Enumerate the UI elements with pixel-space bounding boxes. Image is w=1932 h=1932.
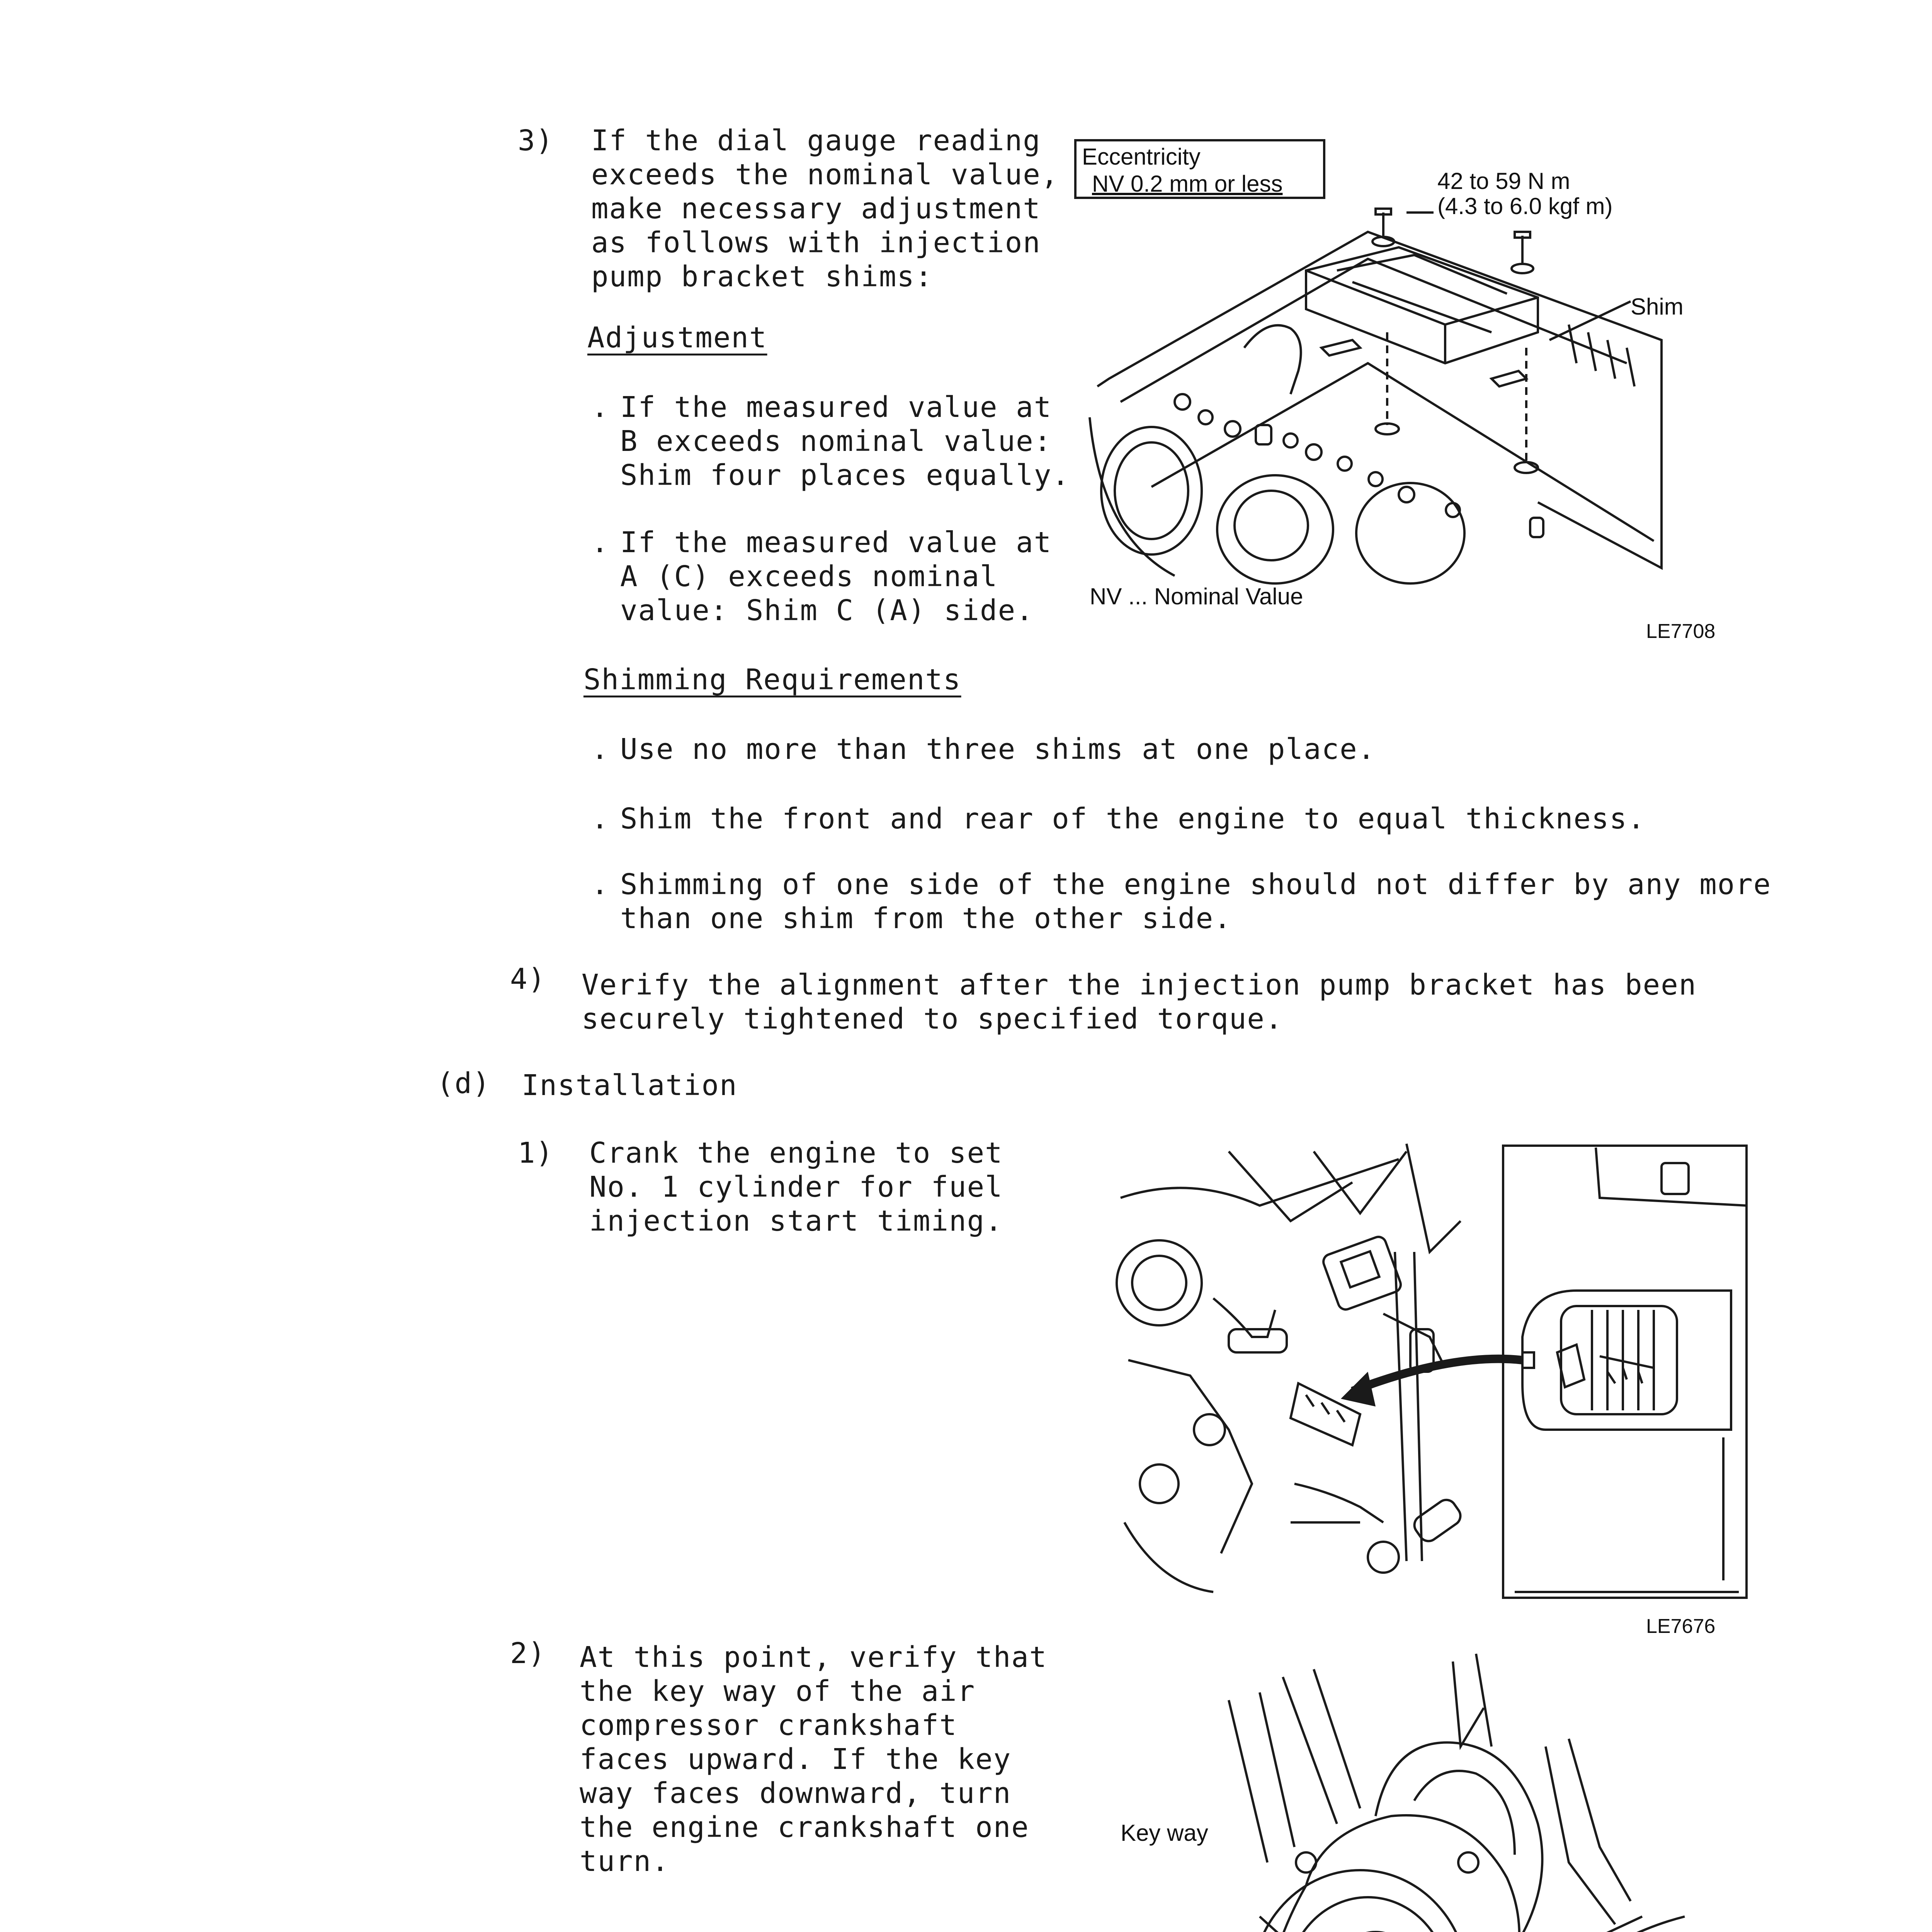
install-step2-line: turn.: [580, 1845, 670, 1878]
step4-text: [582, 968, 1697, 1036]
section-d-label: (d): [437, 1067, 491, 1100]
bullet-line: B exceeds nominal value:: [620, 425, 1052, 458]
step3-number: 3): [518, 124, 554, 157]
figure-le7708: [1074, 131, 1754, 618]
install-step1-line: No. 1 cylinder for fuel: [589, 1170, 1003, 1204]
bullet-mark: .: [591, 733, 609, 766]
install-step1-line: injection start timing.: [589, 1204, 1003, 1238]
bullet-mark: .: [591, 391, 609, 424]
shimming-heading: Shimming Requirements: [583, 663, 961, 696]
install-step1-number: 1): [518, 1136, 554, 1170]
step3-line: If the dial gauge reading: [591, 124, 1041, 157]
nominal-value-note: NV ... Nominal Value: [1090, 583, 1303, 609]
install-step2-line: compressor crankshaft: [580, 1709, 957, 1742]
keyway-label: Key way: [1121, 1820, 1208, 1846]
timing-mark-illustration: [1113, 1136, 1750, 1604]
bullet-line: If the measured value at: [620, 526, 1052, 559]
adjustment-heading: Adjustment: [587, 321, 767, 354]
figure-le7676: [1113, 1136, 1750, 1604]
install-step1-text: [589, 1136, 1003, 1238]
air-compressor-illustration: [1121, 1646, 1723, 1932]
step3-line: make necessary adjustment: [591, 192, 1041, 225]
eccentricity-nv-value: NV 0.2 mm or less: [1092, 171, 1283, 197]
step3-text: [591, 124, 1059, 294]
shimming-bullet-three-shims: Use no more than three shims at one place.: [620, 733, 1376, 766]
step4-number: 4): [510, 963, 546, 996]
step3-line: pump bracket shims:: [591, 260, 933, 293]
bullet-line: Shimming of one side of the engine should not differ by any more: [620, 868, 1772, 901]
step3-line: as follows with injection: [591, 226, 1041, 259]
figure-code-le7676: LE7676: [1646, 1615, 1716, 1638]
bullet-line: Shim four places equally.: [620, 459, 1070, 492]
figure-le7709: [1121, 1646, 1723, 1932]
install-step2-line: the engine crankshaft one: [580, 1811, 1029, 1844]
bullet-line: If the measured value at: [620, 391, 1052, 424]
bullet-line: A (C) exceeds nominal: [620, 560, 998, 593]
install-step2-number: 2): [510, 1637, 546, 1670]
bullet-line: than one shim from the other side.: [620, 902, 1232, 935]
bullet-line: value: Shim C (A) side.: [620, 594, 1034, 627]
step3-line: exceeds the nominal value,: [591, 158, 1059, 191]
install-step2-line: At this point, verify that: [580, 1641, 1048, 1674]
torque-value-kgfm: (4.3 to 6.0 kgf m): [1437, 193, 1613, 219]
eccentricity-box: [1074, 139, 1325, 199]
step4-line: Verify the alignment after the injection pump bracket has been: [582, 968, 1697, 1002]
install-step2-line: faces upward. If the key: [580, 1743, 1012, 1776]
bullet-mark: .: [591, 526, 609, 559]
install-step1-line: Crank the engine to set: [589, 1136, 1003, 1170]
shim-label: Shim: [1631, 294, 1684, 320]
install-step2-line: the key way of the air: [580, 1675, 976, 1708]
eccentricity-label: Eccentricity: [1082, 144, 1201, 170]
install-step2-line: way faces downward, turn: [580, 1777, 1012, 1810]
figure-code-le7708: LE7708: [1646, 620, 1716, 643]
shimming-bullet-equal-thickness: Shim the front and rear of the engine to equal thickness.: [620, 802, 1646, 835]
torque-value-nm: 42 to 59 N m: [1437, 168, 1570, 194]
adjustment-bullet-b: [620, 390, 1070, 492]
shimming-bullet-one-side: [620, 867, 1771, 935]
bullet-mark: .: [591, 802, 609, 835]
bullet-mark: .: [591, 868, 609, 901]
section-d-title: Installation: [522, 1069, 738, 1102]
install-step2-text: [580, 1640, 1047, 1878]
adjustment-bullet-ac: [620, 526, 1052, 628]
step4-line: securely tightened to specified torque.: [582, 1002, 1283, 1036]
pump-bracket-illustration: [1074, 131, 1754, 618]
